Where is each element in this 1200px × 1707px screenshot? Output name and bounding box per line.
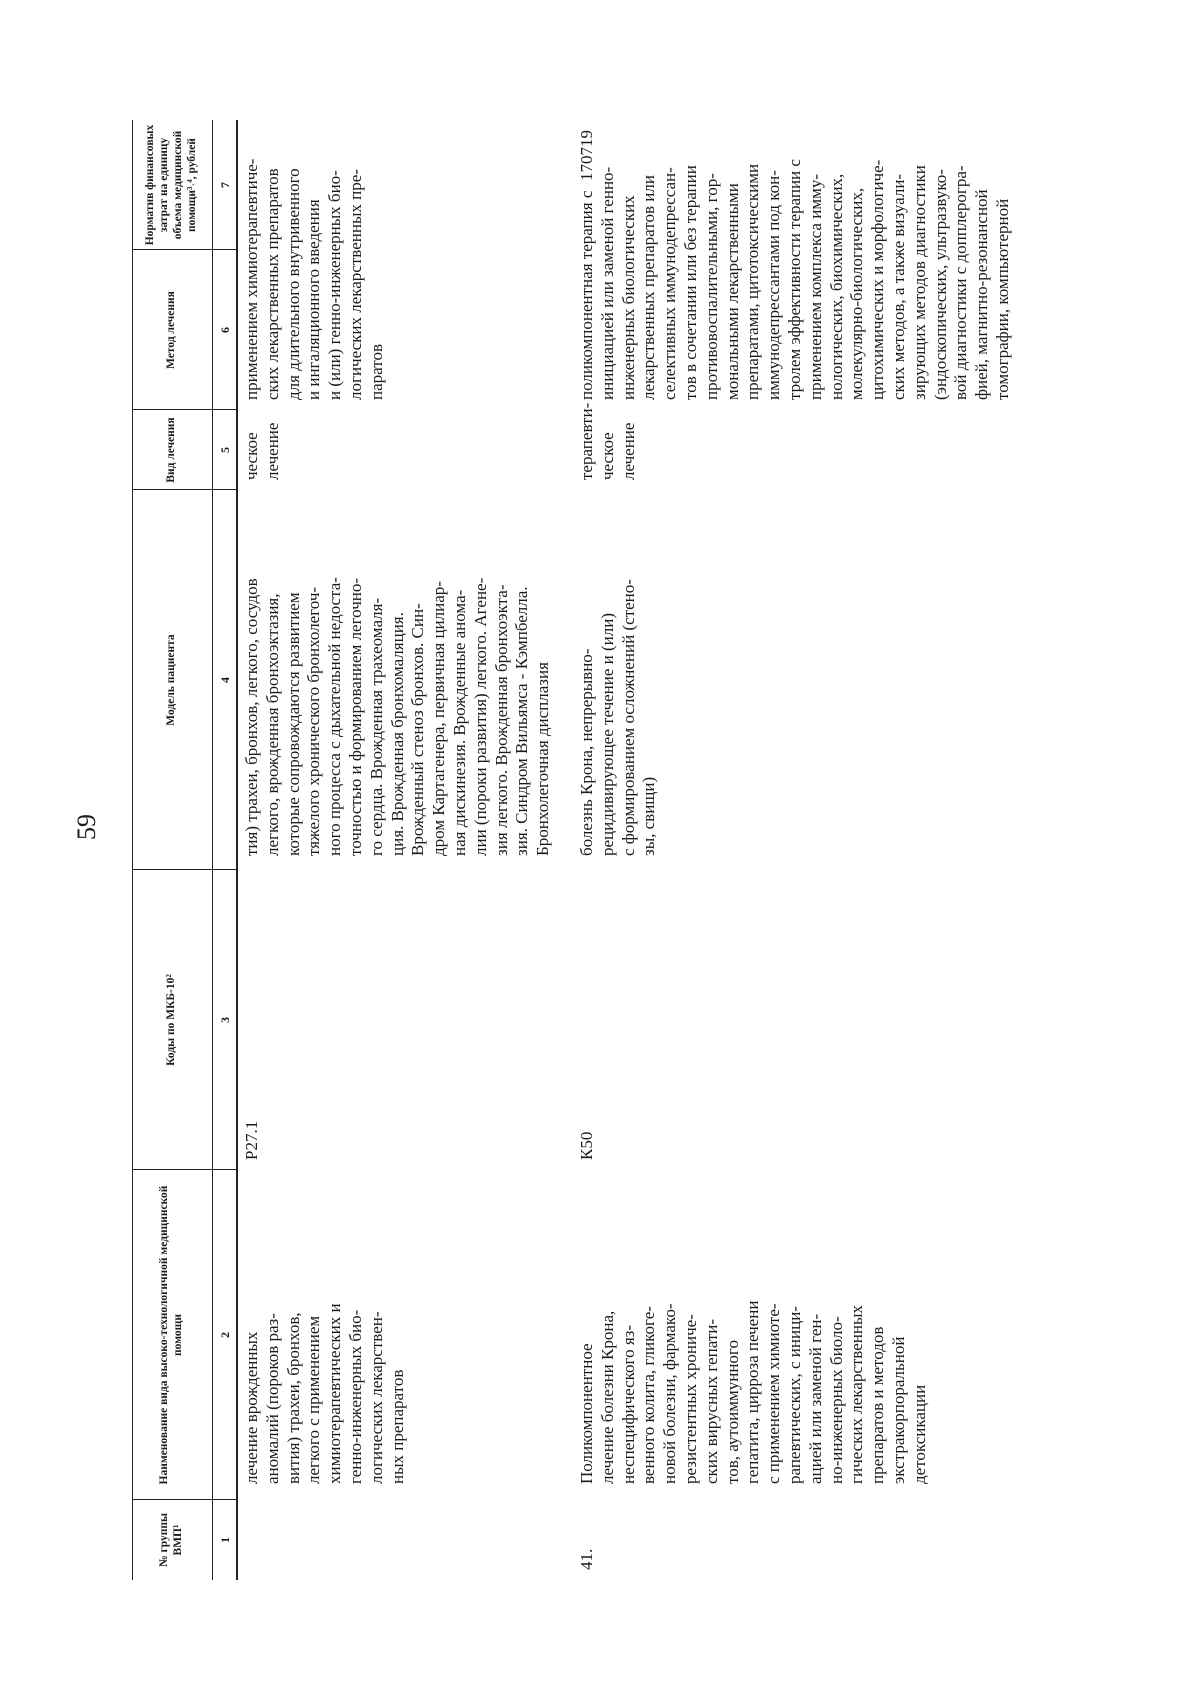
patient-model-cell xyxy=(577,486,660,856)
cell-text-line: препаратами, цитотоксическими xyxy=(743,163,763,400)
cell-text-line: детоксикации xyxy=(909,1384,929,1484)
treatment-method-cell xyxy=(577,80,1014,400)
cell-text-line: легкого, врожденная бронхоэктазия, xyxy=(262,593,282,856)
cell-text-line: и (или) генно-инженерных био- xyxy=(325,170,345,400)
treatment-method-cell xyxy=(242,80,388,400)
header-treatment-method: Метод лечения xyxy=(165,291,178,369)
column-number: 3 xyxy=(217,1017,232,1023)
cell-text-line: ческое xyxy=(242,432,261,480)
cell-text-line: точностью и формированием легочно- xyxy=(345,577,365,856)
cell-text-line: (эндоскопических, ультразвуко- xyxy=(930,169,950,400)
header-patient-model: Модель пациента xyxy=(165,634,178,726)
cell-text-line: инициацией или заменой генно- xyxy=(597,166,617,400)
cell-text-line: ских лекарственных препаратов xyxy=(262,168,282,400)
cell-text-line: применением химиотерапевтиче- xyxy=(242,158,261,400)
cell-text-line: го сердца. Врожденная трахеомаля- xyxy=(366,597,386,856)
cell-text-line: которые сопровождаются развитием xyxy=(283,592,303,856)
cell-text-line: тов в сочетании или без терапии xyxy=(680,165,700,400)
header-icd-codes: Коды по МКБ-10² xyxy=(165,974,178,1066)
cell-text-line: лечение болезни Крона, xyxy=(597,1310,617,1484)
cell-text-line: цитохимических и морфологиче- xyxy=(868,159,888,400)
cell-text-line: мональными лекарственными xyxy=(722,183,742,400)
table-header xyxy=(132,120,212,1580)
cell-text-line: вой диагностики с допплерогра- xyxy=(951,165,971,400)
cell-text-line: фией, магнитно-резонансной xyxy=(972,189,992,400)
cell-text-line: противовоспалительными, гор- xyxy=(701,173,721,400)
cell-text-line: ного процесса с дыхательной недоста- xyxy=(325,577,345,856)
patient-model-cell xyxy=(242,486,554,856)
cell-text-line: аномалий (пороков раз- xyxy=(262,1313,282,1484)
cell-text-line: лии (пороки развития) легкого. Агене- xyxy=(470,577,490,856)
cell-text-line: препаратов и методов xyxy=(868,1326,888,1484)
cell-text-line: применением комплекса имму- xyxy=(805,173,825,400)
cell-text-line: неспецифического яз- xyxy=(618,1324,638,1484)
column-number: 6 xyxy=(217,327,232,333)
cost-norm-cell: 170719 xyxy=(577,130,596,181)
cell-text-line: тролем эффективности терапии с xyxy=(784,159,804,400)
cell-text-line: лечение врожденных xyxy=(242,1331,261,1484)
column-number: 7 xyxy=(217,182,232,188)
cell-text-line: инженерных биологических xyxy=(618,195,638,400)
cell-text-line: экстракорпоральной xyxy=(888,1336,908,1484)
cell-text-line: резистентных хрониче- xyxy=(680,1314,700,1484)
column-divider xyxy=(132,869,236,870)
cell-text-line: новой болезни, фармако- xyxy=(660,1303,680,1484)
treatment-type-cell xyxy=(242,410,284,480)
cell-text-line: тяжелого хронического бронхолегоч- xyxy=(304,586,324,856)
cell-text-line: с формированием осложнений (стено- xyxy=(618,579,638,856)
cell-text-line: зия. Синдром Вильямса - Кэмпбелла. xyxy=(512,586,532,856)
cell-text-line: ных препаратов xyxy=(387,1369,407,1484)
cell-text-line: зы, свищи) xyxy=(639,776,659,856)
vmp-name-cell xyxy=(577,1174,931,1484)
vmp-name-cell xyxy=(242,1174,408,1484)
cell-text-line: с применением химиоте- xyxy=(764,1303,784,1484)
cell-text-line: зия легкого. Врожденная бронхоэкта- xyxy=(491,584,511,856)
cell-text-line: тия) трахеи, бронхов, легкого, сосудов xyxy=(242,578,261,856)
cell-text-line: дром Картагенера, первичная цилиар- xyxy=(429,581,449,856)
cell-text-line: венного колита, гликоге- xyxy=(639,1306,659,1484)
column-number: 1 xyxy=(217,1537,232,1543)
cell-text-line: болезнь Крона, непрерывно- xyxy=(577,648,596,856)
cell-text-line: томографии, компьютерной xyxy=(992,198,1012,400)
column-number-row xyxy=(214,120,236,1580)
cell-text-line: лекарственных препаратов или xyxy=(639,175,659,400)
cell-text-line: легкого с применением xyxy=(304,1315,324,1484)
cell-text-line: гических лекарственных xyxy=(847,1305,867,1484)
cell-text-line: ацией или заменой ген- xyxy=(805,1313,825,1484)
cell-text-line: зирующих методов диагностики xyxy=(909,165,929,400)
cell-text-line: иммунодепрессантами под кон- xyxy=(764,170,784,400)
cell-text-line: вития) трахеи, бронхов, xyxy=(283,1312,303,1484)
column-divider xyxy=(132,249,236,250)
column-divider xyxy=(132,409,236,410)
cell-text-line: но-инженерных биоло- xyxy=(826,1316,846,1484)
header-vmp-name: Наименование вида высоко-технологичной медицинской помощи xyxy=(158,1185,184,1485)
column-divider xyxy=(132,1499,236,1500)
cell-text-line: ских вирусных гепати- xyxy=(701,1318,721,1484)
cell-text-line: для длительного внутривенного xyxy=(283,168,303,400)
cell-text-line: Поликомпонентное xyxy=(577,1343,596,1484)
cell-text-line: Бронхолегочная дисплазия xyxy=(533,662,553,856)
header-treatment-type: Вид лечения xyxy=(165,417,178,483)
cell-text-line: поликомпонентная терапия с xyxy=(577,190,596,400)
cell-text-line: ция. Врожденная бронхомаляция. xyxy=(387,612,407,856)
column-number: 2 xyxy=(217,1332,232,1338)
cell-text-line: тов, аутоиммунного xyxy=(722,1340,742,1484)
cell-text-line: Врожденный стеноз бронхов. Син- xyxy=(408,603,428,856)
column-number: 4 xyxy=(217,677,232,683)
column-divider xyxy=(132,1169,236,1170)
icd-code-cell: Р27.1 xyxy=(242,1120,261,1160)
cell-text-line: и ингаляционного введения xyxy=(304,199,324,400)
column-divider xyxy=(132,489,236,490)
cell-text-line: ских методов, а также визуали- xyxy=(888,173,908,400)
cell-text-line: рецидивирующее течение и (или) xyxy=(597,612,617,856)
cell-text-line: генно-инженерных био- xyxy=(345,1309,365,1484)
cell-text-line: логических лекарственных пре- xyxy=(345,169,365,400)
cell-text-line: химиотерапевтических и xyxy=(325,1303,345,1484)
cell-text-line: логических лекарствен- xyxy=(366,1311,386,1484)
cell-text-line: лечение xyxy=(618,422,638,480)
group-number-cell: 41. xyxy=(577,1548,596,1570)
treatment-type-cell xyxy=(577,402,639,480)
cell-text-line: молекулярно-биологических, xyxy=(847,187,867,400)
cell-text-line: паратов xyxy=(366,344,386,400)
cell-text-line: ческое xyxy=(597,432,617,480)
table-rule-header xyxy=(212,120,213,1580)
cell-text-line: селективных иммунодепрессан- xyxy=(660,167,680,400)
header-group-number: № группы ВМП¹ xyxy=(158,1513,184,1567)
header-cost-norm: Норматив финансовых затрат на единицу объема медицинской помощи³˒⁴, рублей xyxy=(144,124,198,246)
cell-text-line: терапевти- xyxy=(577,402,596,480)
cell-text-line: лечение xyxy=(262,422,282,480)
page-number: 59 xyxy=(72,814,101,840)
icd-code-cell: К50 xyxy=(577,1131,596,1160)
rotated-table xyxy=(132,120,1200,1580)
cell-text-line: гепатита, цирроза печени xyxy=(743,1300,763,1484)
cell-text-line: нологических, биохимических, xyxy=(826,173,846,400)
cell-text-line: рапевтических, с иници- xyxy=(784,1306,804,1484)
table-rule-numbers xyxy=(236,120,238,1580)
table-rule-top xyxy=(132,120,133,1580)
cell-text-line: ная дискинезия. Врожденные анома- xyxy=(449,589,469,856)
column-number: 5 xyxy=(217,447,232,453)
